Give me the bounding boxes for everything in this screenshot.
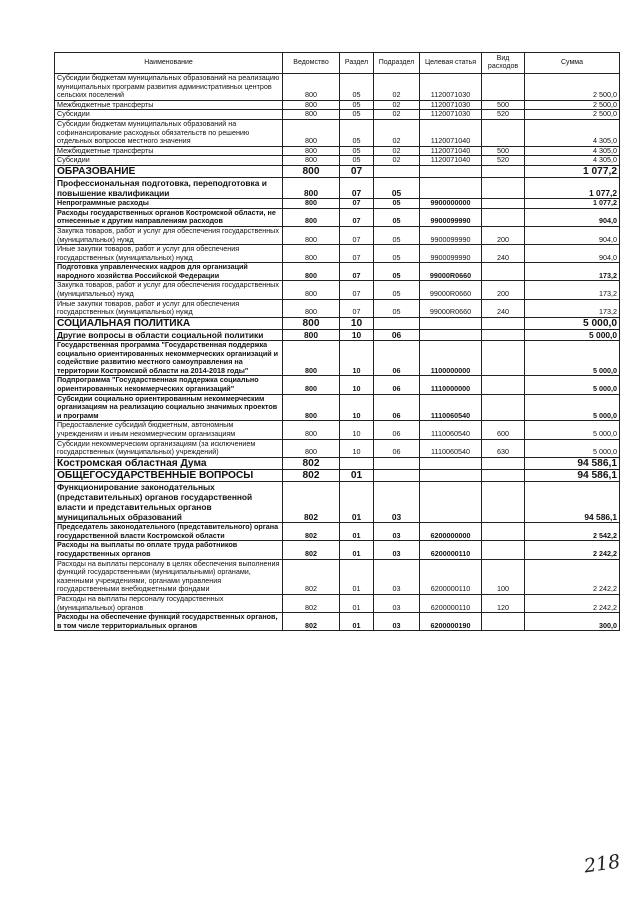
cell-target	[420, 165, 482, 177]
cell-name: Расходы на выплаты персоналу в целях обеспечения выполнения функций государственными (муниципальными) органами, казенными учреждениями, органами управления государственными внебюджетными фондами	[55, 559, 283, 594]
table-row	[55, 165, 620, 177]
cell-expense-type	[482, 394, 525, 421]
cell-expense-type	[482, 613, 525, 631]
table-row	[55, 457, 620, 469]
cell-target: 1120071030	[420, 110, 482, 120]
table-row	[55, 439, 620, 457]
cell-section: 07	[340, 263, 374, 281]
cell-subsection: 05	[374, 226, 420, 244]
budget-table	[54, 52, 620, 631]
cell-expense-type	[482, 523, 525, 541]
cell-amount: 904,0	[525, 226, 620, 244]
col-header-amount: Сумма	[525, 53, 620, 74]
cell-expense-type	[482, 541, 525, 559]
cell-department: 800	[283, 299, 340, 317]
col-header-department: Ведомство	[283, 53, 340, 74]
cell-section: 01	[340, 559, 374, 594]
cell-name: Предоставление субсидий бюджетным, автономным учреждениям и иным некоммерческим организациям	[55, 421, 283, 439]
cell-section: 01	[340, 541, 374, 559]
cell-department: 800	[283, 439, 340, 457]
cell-name: Расходы на выплаты по оплате труда работников государственных органов	[55, 541, 283, 559]
cell-subsection: 06	[374, 330, 420, 341]
cell-subsection: 02	[374, 74, 420, 101]
cell-department: 802	[283, 482, 340, 523]
cell-department: 800	[283, 208, 340, 226]
cell-subsection: 05	[374, 199, 420, 209]
cell-name: Костромская областная Дума	[55, 457, 283, 469]
cell-amount: 5 000,0	[525, 439, 620, 457]
cell-amount: 2 500,0	[525, 74, 620, 101]
table-row	[55, 178, 620, 199]
cell-department: 802	[283, 594, 340, 612]
cell-section: 05	[340, 74, 374, 101]
cell-section: 05	[340, 156, 374, 166]
cell-subsection: 06	[374, 376, 420, 394]
cell-amount: 5 000,0	[525, 376, 620, 394]
cell-subsection: 02	[374, 100, 420, 110]
cell-target	[420, 482, 482, 523]
cell-subsection: 02	[374, 119, 420, 146]
table-row	[55, 469, 620, 481]
cell-section: 10	[340, 376, 374, 394]
cell-target: 9900099990	[420, 226, 482, 244]
cell-expense-type	[482, 178, 525, 199]
cell-amount: 4 305,0	[525, 146, 620, 156]
cell-section: 07	[340, 281, 374, 299]
cell-department: 800	[283, 199, 340, 209]
cell-expense-type	[482, 165, 525, 177]
page-number: 218	[582, 850, 622, 878]
cell-amount: 300,0	[525, 613, 620, 631]
cell-subsection: 05	[374, 178, 420, 199]
cell-amount: 5 000,0	[525, 394, 620, 421]
cell-name: Субсидии социально ориентированным некоммерческим организациям на реализацию социально значимых проектов и программ	[55, 394, 283, 421]
cell-department: 800	[283, 226, 340, 244]
cell-amount: 2 542,2	[525, 523, 620, 541]
cell-section: 10	[340, 341, 374, 376]
cell-expense-type: 240	[482, 245, 525, 263]
cell-department: 802	[283, 559, 340, 594]
cell-name: Иные закупки товаров, работ и услуг для обеспечения государственных (муниципальных) нужд	[55, 299, 283, 317]
cell-target: 99000R0660	[420, 299, 482, 317]
cell-section: 01	[340, 594, 374, 612]
cell-department: 802	[283, 457, 340, 469]
cell-subsection: 02	[374, 156, 420, 166]
cell-amount: 1 077,2	[525, 165, 620, 177]
cell-target	[420, 469, 482, 481]
cell-target: 6200000000	[420, 523, 482, 541]
cell-amount: 173,2	[525, 281, 620, 299]
cell-subsection: 06	[374, 394, 420, 421]
cell-department: 800	[283, 178, 340, 199]
cell-amount: 2 242,2	[525, 559, 620, 594]
cell-department: 800	[283, 245, 340, 263]
cell-section: 01	[340, 482, 374, 523]
cell-subsection: 03	[374, 482, 420, 523]
table-row	[55, 199, 620, 209]
cell-name: Расходы на обеспечение функций государственных органов, в том числе территориальных органов	[55, 613, 283, 631]
cell-amount: 2 500,0	[525, 110, 620, 120]
cell-amount: 904,0	[525, 245, 620, 263]
cell-expense-type: 240	[482, 299, 525, 317]
cell-target: 1100000000	[420, 341, 482, 376]
cell-subsection: 02	[374, 110, 420, 120]
cell-section: 07	[340, 245, 374, 263]
cell-target: 1120071040	[420, 119, 482, 146]
cell-department: 800	[283, 330, 340, 341]
table-row	[55, 245, 620, 263]
cell-expense-type	[482, 119, 525, 146]
col-header-expense-type: Вид расходов	[482, 53, 525, 74]
cell-name: ОБЩЕГОСУДАРСТВЕННЫЕ ВОПРОСЫ	[55, 469, 283, 481]
table-row	[55, 594, 620, 612]
table-row	[55, 281, 620, 299]
cell-department: 800	[283, 156, 340, 166]
table-row	[55, 523, 620, 541]
table-row	[55, 330, 620, 341]
cell-target: 1110060540	[420, 421, 482, 439]
cell-name: Профессиональная подготовка, переподготовка и повышение квалификации	[55, 178, 283, 199]
cell-amount: 4 305,0	[525, 119, 620, 146]
cell-subsection	[374, 469, 420, 481]
cell-amount: 2 500,0	[525, 100, 620, 110]
cell-name: Иные закупки товаров, работ и услуг для обеспечения государственных (муниципальных) нужд	[55, 245, 283, 263]
cell-section: 07	[340, 178, 374, 199]
cell-department: 800	[283, 376, 340, 394]
cell-name: Государственная программа "Государственная поддержка социально ориентированных некоммерческих организаций и содействие развитию местного самоуправления на территории Костромской области на 2014-2018 годы"	[55, 341, 283, 376]
cell-name: Непрограммные расходы	[55, 199, 283, 209]
table-body	[55, 74, 620, 631]
cell-department: 800	[283, 281, 340, 299]
cell-section: 01	[340, 469, 374, 481]
cell-expense-type	[482, 317, 525, 329]
cell-amount: 173,2	[525, 263, 620, 281]
cell-subsection: 06	[374, 341, 420, 376]
cell-amount: 173,2	[525, 299, 620, 317]
cell-expense-type: 520	[482, 110, 525, 120]
cell-expense-type: 200	[482, 226, 525, 244]
cell-name: Субсидии	[55, 110, 283, 120]
cell-name: Председатель законодательного (представительного) органа государственной власти Костромской области	[55, 523, 283, 541]
cell-department: 802	[283, 469, 340, 481]
cell-name: Межбюджетные трансферты	[55, 146, 283, 156]
cell-subsection	[374, 457, 420, 469]
cell-subsection: 06	[374, 439, 420, 457]
cell-name: ОБРАЗОВАНИЕ	[55, 165, 283, 177]
cell-name: Субсидии бюджетам муниципальных образований на софинансирование расходных обязательств по решению отдельных вопросов местного значения	[55, 119, 283, 146]
cell-target: 99000R0660	[420, 281, 482, 299]
cell-subsection: 03	[374, 594, 420, 612]
cell-expense-type	[482, 469, 525, 481]
cell-target	[420, 457, 482, 469]
table-row	[55, 74, 620, 101]
cell-amount: 4 305,0	[525, 156, 620, 166]
table-row	[55, 226, 620, 244]
cell-expense-type	[482, 482, 525, 523]
cell-subsection: 03	[374, 559, 420, 594]
cell-target: 1110000000	[420, 376, 482, 394]
cell-expense-type: 520	[482, 156, 525, 166]
cell-department: 800	[283, 317, 340, 329]
cell-section: 05	[340, 100, 374, 110]
cell-subsection	[374, 165, 420, 177]
cell-name: СОЦИАЛЬНАЯ ПОЛИТИКА	[55, 317, 283, 329]
table-row	[55, 559, 620, 594]
cell-amount: 1 077,2	[525, 178, 620, 199]
cell-amount: 5 000,0	[525, 421, 620, 439]
cell-section: 10	[340, 439, 374, 457]
table-row	[55, 482, 620, 523]
table-row	[55, 119, 620, 146]
cell-subsection: 05	[374, 299, 420, 317]
cell-name: Субсидии бюджетам муниципальных образований на реализацию муниципальных программ развития административных центров сельских поселений	[55, 74, 283, 101]
cell-section: 07	[340, 208, 374, 226]
cell-target: 6200000110	[420, 559, 482, 594]
cell-section	[340, 457, 374, 469]
table-row	[55, 541, 620, 559]
cell-section: 01	[340, 613, 374, 631]
cell-amount: 2 242,2	[525, 594, 620, 612]
cell-subsection: 02	[374, 146, 420, 156]
cell-amount: 94 586,1	[525, 469, 620, 481]
cell-expense-type: 500	[482, 146, 525, 156]
cell-expense-type	[482, 74, 525, 101]
cell-target: 1120071040	[420, 156, 482, 166]
col-header-subsection: Подраздел	[374, 53, 420, 74]
cell-department: 800	[283, 119, 340, 146]
cell-section: 07	[340, 199, 374, 209]
cell-expense-type: 200	[482, 281, 525, 299]
col-header-section: Раздел	[340, 53, 374, 74]
cell-expense-type	[482, 376, 525, 394]
cell-amount: 94 586,1	[525, 457, 620, 469]
cell-subsection: 03	[374, 613, 420, 631]
table-row	[55, 146, 620, 156]
cell-section: 07	[340, 165, 374, 177]
cell-department: 800	[283, 110, 340, 120]
table-header-row	[55, 53, 620, 74]
table-row	[55, 317, 620, 329]
cell-department: 800	[283, 341, 340, 376]
cell-target: 99000R0660	[420, 263, 482, 281]
cell-subsection: 03	[374, 541, 420, 559]
cell-department: 802	[283, 523, 340, 541]
cell-section: 10	[340, 394, 374, 421]
cell-section: 05	[340, 119, 374, 146]
cell-target	[420, 330, 482, 341]
table-row	[55, 613, 620, 631]
cell-expense-type: 100	[482, 559, 525, 594]
cell-subsection: 05	[374, 208, 420, 226]
cell-amount: 94 586,1	[525, 482, 620, 523]
cell-expense-type	[482, 263, 525, 281]
cell-name: Субсидии	[55, 156, 283, 166]
cell-target: 1120071030	[420, 100, 482, 110]
cell-amount: 904,0	[525, 208, 620, 226]
cell-section: 07	[340, 226, 374, 244]
cell-amount: 5 000,0	[525, 317, 620, 329]
cell-expense-type	[482, 457, 525, 469]
cell-expense-type	[482, 208, 525, 226]
cell-section: 05	[340, 146, 374, 156]
cell-subsection	[374, 317, 420, 329]
cell-name: Субсидии некоммерческим организациям (за исключением государственных (муниципальных) учреждений)	[55, 439, 283, 457]
cell-subsection: 03	[374, 523, 420, 541]
cell-department: 800	[283, 263, 340, 281]
table-row	[55, 208, 620, 226]
cell-subsection: 05	[374, 281, 420, 299]
cell-amount: 5 000,0	[525, 341, 620, 376]
table-row	[55, 156, 620, 166]
cell-name: Расходы государственных органов Костромской области, не отнесенные к другим направлениям расходов	[55, 208, 283, 226]
cell-expense-type	[482, 199, 525, 209]
cell-name: Межбюджетные трансферты	[55, 100, 283, 110]
table-row	[55, 394, 620, 421]
table-row	[55, 421, 620, 439]
table-row	[55, 110, 620, 120]
cell-name: Закупка товаров, работ и услуг для обеспечения государственных (муниципальных) нужд	[55, 226, 283, 244]
cell-department: 800	[283, 421, 340, 439]
cell-department: 800	[283, 74, 340, 101]
cell-expense-type	[482, 341, 525, 376]
table-row	[55, 263, 620, 281]
budget-sheet	[54, 52, 619, 631]
cell-amount: 1 077,2	[525, 199, 620, 209]
cell-target: 1120071040	[420, 146, 482, 156]
cell-department: 800	[283, 394, 340, 421]
cell-amount: 5 000,0	[525, 330, 620, 341]
cell-department: 800	[283, 100, 340, 110]
cell-amount: 2 242,2	[525, 541, 620, 559]
cell-expense-type: 500	[482, 100, 525, 110]
cell-expense-type: 630	[482, 439, 525, 457]
cell-department: 802	[283, 541, 340, 559]
cell-expense-type	[482, 330, 525, 341]
cell-section: 10	[340, 317, 374, 329]
cell-name: Расходы на выплаты персоналу государственных (муниципальных) органов	[55, 594, 283, 612]
cell-name: Подпрограмма "Государственная поддержка социально ориентированных некоммерческих организаций"	[55, 376, 283, 394]
cell-name: Закупка товаров, работ и услуг для обеспечения государственных (муниципальных) нужд	[55, 281, 283, 299]
cell-target: 6200000110	[420, 541, 482, 559]
cell-target: 9900099990	[420, 208, 482, 226]
cell-target: 1110060540	[420, 439, 482, 457]
table-row	[55, 299, 620, 317]
cell-name: Другие вопросы в области социальной политики	[55, 330, 283, 341]
cell-target: 1110060540	[420, 394, 482, 421]
cell-subsection: 05	[374, 245, 420, 263]
cell-name: Подготовка управленческих кадров для организаций народного хозяйства Российской Федерации	[55, 263, 283, 281]
col-header-name: Наименование	[55, 53, 283, 74]
cell-section: 07	[340, 299, 374, 317]
cell-section: 10	[340, 330, 374, 341]
cell-department: 800	[283, 146, 340, 156]
cell-target	[420, 178, 482, 199]
cell-expense-type: 600	[482, 421, 525, 439]
table-row	[55, 100, 620, 110]
cell-name: Функционирование законодательных (представительных) органов государственной власти и представительных органов муниципальных образований	[55, 482, 283, 523]
col-header-target: Целевая статья	[420, 53, 482, 74]
cell-target: 6200000110	[420, 594, 482, 612]
cell-target: 6200000190	[420, 613, 482, 631]
cell-department: 800	[283, 165, 340, 177]
cell-subsection: 05	[374, 263, 420, 281]
table-row	[55, 376, 620, 394]
table-row	[55, 341, 620, 376]
cell-target	[420, 317, 482, 329]
cell-target: 9900099990	[420, 245, 482, 263]
cell-section: 01	[340, 523, 374, 541]
cell-expense-type: 120	[482, 594, 525, 612]
cell-target: 9900000000	[420, 199, 482, 209]
cell-section: 10	[340, 421, 374, 439]
cell-subsection: 06	[374, 421, 420, 439]
cell-department: 802	[283, 613, 340, 631]
cell-section: 05	[340, 110, 374, 120]
cell-target: 1120071030	[420, 74, 482, 101]
